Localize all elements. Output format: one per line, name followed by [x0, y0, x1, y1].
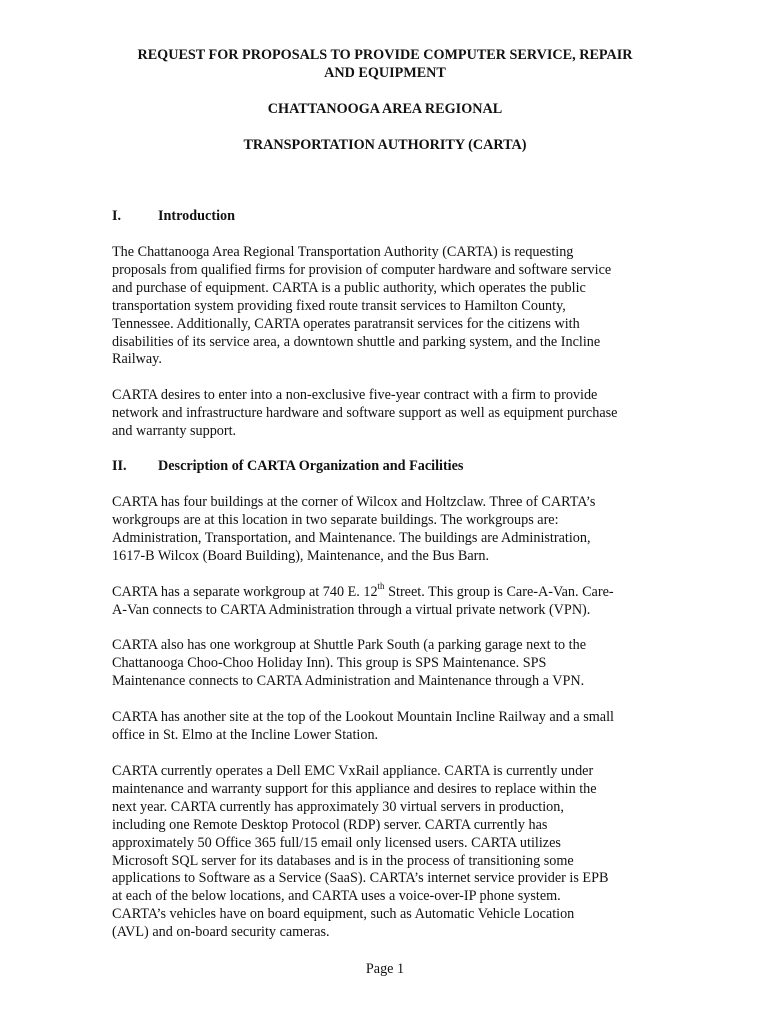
organization-title-line-2: TRANSPORTATION AUTHORITY (CARTA)	[243, 137, 527, 153]
text-line: at each of the below locations, and CARTA uses a voice-over-IP phone system.	[112, 888, 561, 905]
text-line: maintenance and warranty support for this appliance and desires to replace within the	[112, 780, 597, 797]
text-line: and warranty support.	[112, 422, 237, 439]
section-title: Introduction	[158, 208, 235, 224]
section-number: I.	[112, 208, 122, 224]
text-line: Tennessee. Additionally, CARTA operates paratransit services for the citizens with	[112, 315, 580, 332]
text-line: applications to Software as a Service (SaaS). CARTA’s internet service provider is EPB	[112, 870, 609, 887]
text-line: proposals from qualified firms for provision of computer hardware and software service	[112, 261, 612, 278]
text-line: Maintenance connects to CARTA Administration and Maintenance through a VPN.	[112, 672, 585, 689]
intro-paragraph-1	[112, 244, 652, 369]
facilities-paragraph-3	[112, 637, 652, 691]
section-heading-organization-facilities	[112, 458, 463, 476]
text-line: CARTA has four buildings at the corner of Wilcox and Holtzclaw. Three of CARTA’s	[112, 494, 596, 510]
text-line: next year. CARTA currently has approximately 30 virtual servers in production,	[112, 798, 564, 815]
intro-paragraph-2	[112, 387, 652, 441]
section-number: II.	[112, 458, 127, 474]
text-line: office in St. Elmo at the Incline Lower Station.	[112, 726, 379, 743]
text-line: disabilities of its service area, a downtown shuttle and parking system, and the Incline	[112, 333, 601, 350]
page-number: Page 1	[365, 961, 405, 977]
text-line	[112, 581, 652, 602]
document-title-line-2: AND EQUIPMENT	[324, 65, 446, 81]
text-line: CARTA desires to enter into a non-exclusive five-year contract with a firm to provide	[112, 387, 598, 403]
facilities-paragraph-5	[112, 763, 652, 942]
text-line: approximately 50 Office 365 full/15 email only licensed users. CARTA utilizes	[112, 834, 561, 851]
text-line: CARTA currently operates a Dell EMC VxRail appliance. CARTA is currently under	[112, 763, 594, 779]
document-title-line-1: REQUEST FOR PROPOSALS TO PROVIDE COMPUTER SERVICE, REPAIR	[137, 47, 633, 63]
text-line: workgroups are at this location in two separate buildings. The workgroups are:	[112, 511, 559, 528]
text-line: transportation system providing fixed route transit services to Hamilton County,	[112, 297, 566, 314]
facilities-paragraph-1	[112, 494, 652, 566]
text-line: CARTA has another site at the top of the Lookout Mountain Incline Railway and a small	[112, 709, 614, 725]
facilities-paragraph-4	[112, 709, 652, 745]
text-line: and purchase of equipment. CARTA is a public authority, which operates the public	[112, 279, 586, 296]
text-fragment: CARTA has a separate workgroup at 740 E. 12	[112, 584, 378, 600]
text-line: Chattanooga Choo-Choo Holiday Inn). This group is SPS Maintenance. SPS	[112, 654, 547, 671]
text-line: including one Remote Desktop Protocol (RDP) server. CARTA currently has	[112, 816, 548, 833]
organization-title-line-1: CHATTANOOGA AREA REGIONAL	[267, 101, 503, 117]
text-line: A-Van connects to CARTA Administration through a virtual private network (VPN).	[112, 601, 591, 618]
text-line: CARTA’s vehicles have on board equipment, such as Automatic Vehicle Location	[112, 906, 575, 923]
superscript: th	[377, 581, 385, 592]
text-line: 1617-B Wilcox (Board Building), Maintenance, and the Bus Barn.	[112, 547, 490, 564]
text-line: network and infrastructure hardware and software support as well as equipment purchase	[112, 404, 618, 421]
text-line: Microsoft SQL server for its databases and is in the process of transitioning some	[112, 852, 574, 869]
text-line: Administration, Transportation, and Maintenance. The buildings are Administration,	[112, 529, 591, 546]
text-line: (AVL) and on-board security cameras.	[112, 924, 330, 941]
text-line: CARTA also has one workgroup at Shuttle Park South (a parking garage next to the	[112, 637, 586, 653]
text-line: Railway.	[112, 351, 162, 368]
facilities-paragraph-2	[112, 581, 652, 620]
section-title: Description of CARTA Organization and Facilities	[158, 458, 464, 474]
section-heading-introduction	[112, 208, 235, 226]
text-line: The Chattanooga Area Regional Transportation Authority (CARTA) is requesting	[112, 244, 574, 260]
text-fragment: Street. This group is Care-A-Van. Care-	[384, 584, 614, 600]
